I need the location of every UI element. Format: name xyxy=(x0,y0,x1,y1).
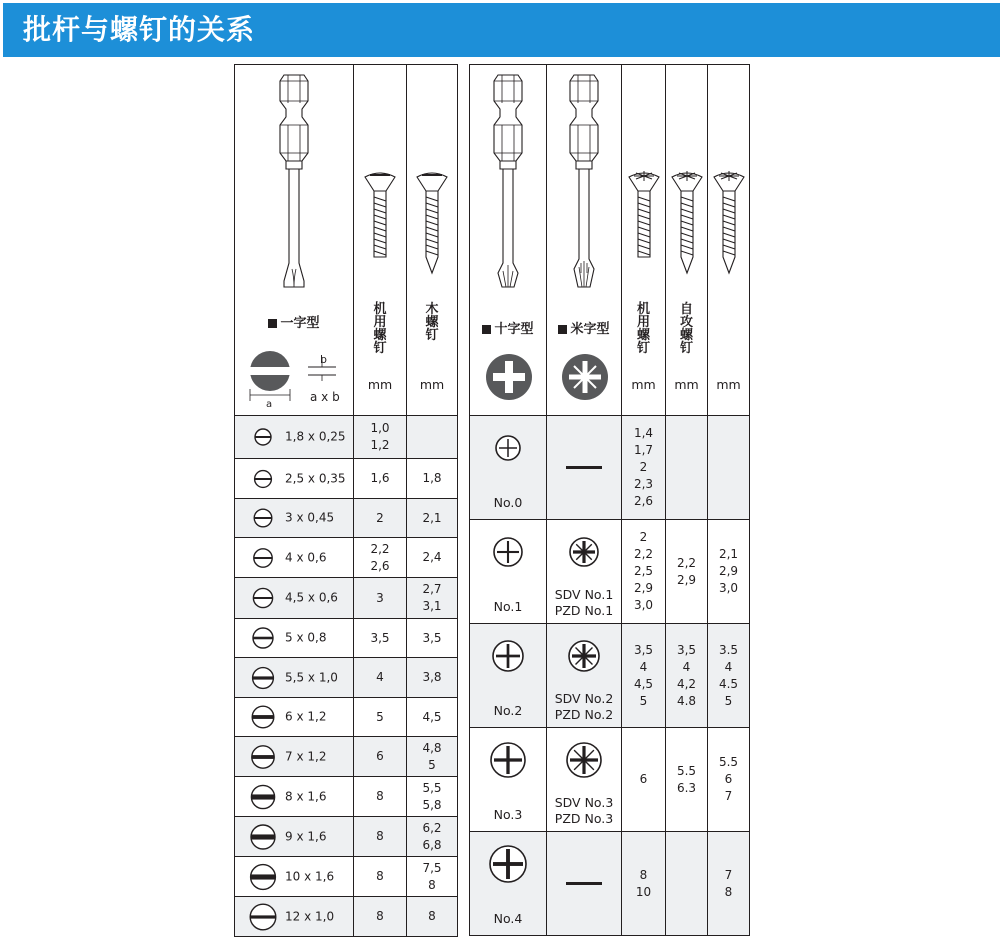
slot-profile-icon xyxy=(249,783,277,811)
machine-screw-size-cell: 8 xyxy=(354,857,407,897)
phillips-no-label: No.3 xyxy=(493,807,523,822)
machine-screw-size-cell: 3,5 4 4,5 5 xyxy=(622,624,666,728)
machine-screw-size-cell: 8 10 xyxy=(622,832,666,936)
phillips-cross-icon xyxy=(488,636,528,676)
pozidriv-screwdriver-bit-icon xyxy=(564,73,604,293)
self-tapping-screw-header-cell xyxy=(666,65,708,416)
machine-screw-header-cell xyxy=(354,65,407,416)
machine-screw-size-cell: 2 2,2 2,5 2,9 3,0 xyxy=(622,520,666,624)
machine-screw-size-cell: 3,5 xyxy=(354,619,407,658)
dim-a-text: a xyxy=(266,399,273,409)
page-title: 批杆与螺钉的关系 xyxy=(23,13,256,46)
slot-size-text: 6 x 1,2 xyxy=(285,709,327,724)
wood-screw-size-cell: 3,5 xyxy=(407,619,458,658)
type-marker-icon xyxy=(268,319,277,328)
wood-screw-icon xyxy=(414,169,450,279)
title-banner xyxy=(3,3,1000,57)
table-row xyxy=(235,538,458,578)
pozi-header-cell xyxy=(547,65,622,416)
phillips-size-cell xyxy=(470,624,547,728)
table-row xyxy=(470,832,750,936)
slot-profile-icon xyxy=(249,863,277,891)
pozi-disc-icon xyxy=(561,353,609,401)
slot-size-cell xyxy=(235,698,354,737)
machine-screw-size-cell: 8 xyxy=(354,897,407,937)
wood-screw-size-cell: 6,2 6,8 xyxy=(407,817,458,857)
pozi-star-icon xyxy=(564,532,604,572)
slot-size-cell xyxy=(235,737,354,777)
slot-dimension-diagram xyxy=(240,349,350,409)
table-row xyxy=(235,817,458,857)
wood-screw-header-cell xyxy=(407,65,458,416)
table-row xyxy=(235,658,458,698)
slot-profile-icon xyxy=(249,584,277,612)
wood-screw-size-cell: 3,8 xyxy=(407,658,458,698)
machine-screw-size-cell: 8 xyxy=(354,777,407,817)
slot-size-text: 1,8 x 0,25 xyxy=(285,429,346,444)
machine-screw-header: 机用螺钉 xyxy=(636,302,650,356)
slot-size-cell xyxy=(235,416,354,459)
wood-screw-header: 木螺钉 xyxy=(425,302,439,343)
slot-profile-icon xyxy=(249,823,277,851)
phillips-no-label: No.0 xyxy=(493,495,523,510)
table-row xyxy=(470,728,750,832)
wood-screw-size-cell: 1,8 xyxy=(407,459,458,499)
slot-size-cell xyxy=(235,459,354,499)
slot-profile-icon xyxy=(249,544,277,572)
table-row xyxy=(235,459,458,499)
wood-screw-size-cell xyxy=(708,416,750,520)
unit-label: mm xyxy=(419,377,445,392)
phillips-cross-icon xyxy=(488,532,528,572)
phillips-no-label: No.4 xyxy=(493,911,523,926)
slot-size-cell xyxy=(235,777,354,817)
slot-profile-icon xyxy=(249,664,277,692)
wood-screw-size-cell: 5,5 5,8 xyxy=(407,777,458,817)
pozi-star-icon xyxy=(564,636,604,676)
self-tapping-screw-size-cell xyxy=(666,832,708,936)
phillips-size-cell xyxy=(470,728,547,832)
slot-profile-icon xyxy=(249,465,277,493)
pozi-size-cell xyxy=(547,520,622,624)
phillips-cross-icon xyxy=(488,428,528,468)
slot-size-text: 3 x 0,45 xyxy=(285,510,335,525)
slot-profile-icon xyxy=(249,624,277,652)
wood-screw-header-cell xyxy=(708,65,750,416)
machine-screw-size-cell: 2 xyxy=(354,499,407,538)
wood-screw-size-cell: 2,1 xyxy=(407,499,458,538)
slot-profile-icon xyxy=(249,703,277,731)
self-tapping-screw-size-cell: 3,5 4 4,2 4.8 xyxy=(666,624,708,728)
phillips-screwdriver-bit-icon xyxy=(488,73,528,293)
phillips-disc-icon xyxy=(485,353,533,401)
table-row xyxy=(235,698,458,737)
table-row xyxy=(235,777,458,817)
dim-formula-text: a x b xyxy=(310,390,340,404)
phillips-no-label: No.1 xyxy=(493,599,523,614)
self-tapping-screw-size-cell: 2,2 2,9 xyxy=(666,520,708,624)
wood-screw-size-cell xyxy=(407,416,458,459)
phillips-type-label: 十字型 xyxy=(494,322,534,337)
slotted-countersunk-screw-icon xyxy=(362,169,398,269)
slot-size-text: 5,5 x 1,0 xyxy=(285,670,338,684)
pozi-size-label: SDV No.2 PZD No.2 xyxy=(554,691,614,722)
slot-size-cell xyxy=(235,658,354,698)
wood-screw-size-cell: 7 8 xyxy=(708,832,750,936)
table-row xyxy=(235,857,458,897)
slotted-bit-table xyxy=(234,64,458,937)
slot-size-text: 12 x 1,0 xyxy=(285,909,335,923)
phillips-header-cell xyxy=(470,65,547,416)
unit-label: mm xyxy=(716,377,741,392)
machine-screw-size-cell: 5 xyxy=(354,698,407,737)
slot-size-text: 9 x 1,6 xyxy=(285,829,327,843)
pozi-size-cell xyxy=(547,416,622,520)
pozi-type-label: 米字型 xyxy=(570,322,610,337)
table-row xyxy=(470,416,750,520)
dim-b-text: b xyxy=(320,353,327,366)
slot-size-cell xyxy=(235,817,354,857)
table-row xyxy=(470,520,750,624)
phillips-size-cell xyxy=(470,832,547,936)
table-row xyxy=(235,737,458,777)
machine-screw-size-cell: 3 xyxy=(354,578,407,619)
table-row xyxy=(235,619,458,658)
slot-size-text: 7 x 1,2 xyxy=(285,749,327,763)
cross-bit-table xyxy=(469,64,750,936)
flat-screwdriver-bit-icon xyxy=(274,73,314,293)
self-tapping-screw-size-cell xyxy=(666,416,708,520)
pozi-size-cell xyxy=(547,624,622,728)
slot-size-cell xyxy=(235,897,354,937)
slot-size-cell xyxy=(235,538,354,578)
not-applicable-dash xyxy=(566,466,602,469)
pozi-size-cell xyxy=(547,832,622,936)
machine-screw-size-cell: 1,0 1,2 xyxy=(354,416,407,459)
wood-screw-size-cell: 4,5 xyxy=(407,698,458,737)
unit-label: mm xyxy=(674,377,699,392)
self-tapping-screw-icon xyxy=(669,169,705,279)
type-marker-icon xyxy=(482,325,491,334)
not-applicable-dash xyxy=(566,882,602,885)
self-tapping-screw-header: 自攻螺钉 xyxy=(679,302,693,356)
slot-size-cell xyxy=(235,578,354,619)
machine-screw-size-cell: 2,2 2,6 xyxy=(354,538,407,578)
slot-profile-icon xyxy=(249,504,277,532)
slot-size-text: 4 x 0,6 xyxy=(285,550,327,564)
machine-screw-size-cell: 6 xyxy=(622,728,666,832)
table-row xyxy=(470,624,750,728)
slot-size-text: 8 x 1,6 xyxy=(285,789,327,803)
self-tapping-screw-size-cell: 5.5 6.3 xyxy=(666,728,708,832)
slot-profile-icon xyxy=(249,743,277,771)
slot-size-text: 4,5 x 0,6 xyxy=(285,590,338,605)
phillips-cross-icon xyxy=(488,844,528,884)
type-marker-icon xyxy=(558,325,567,334)
machine-screw-size-cell: 1,6 xyxy=(354,459,407,499)
slot-size-text: 2,5 x 0,35 xyxy=(285,471,346,485)
slot-profile-icon xyxy=(249,903,277,931)
machine-screw-header: 机用螺钉 xyxy=(373,302,387,356)
unit-label: mm xyxy=(367,377,393,392)
cross-wood-screw-icon xyxy=(711,169,747,279)
machine-screw-size-cell: 1,4 1,7 2 2,3 2,6 xyxy=(622,416,666,520)
slot-size-cell xyxy=(235,857,354,897)
wood-screw-size-cell: 5.5 6 7 xyxy=(708,728,750,832)
cross-countersunk-screw-icon xyxy=(626,169,662,269)
table-row xyxy=(235,897,458,937)
table-row xyxy=(235,499,458,538)
phillips-size-cell xyxy=(470,416,547,520)
slot-size-text: 5 x 0,8 xyxy=(285,630,327,645)
machine-screw-size-cell: 6 xyxy=(354,737,407,777)
slotted-type-label: 一字型 xyxy=(280,316,320,331)
pozi-size-label: SDV No.1 PZD No.1 xyxy=(554,587,614,618)
table-row xyxy=(235,416,458,459)
wood-screw-size-cell: 2,1 2,9 3,0 xyxy=(708,520,750,624)
table-row xyxy=(235,578,458,619)
machine-screw-header-cell xyxy=(622,65,666,416)
pozi-size-cell xyxy=(547,728,622,832)
slot-size-text: 10 x 1,6 xyxy=(285,869,335,883)
slot-size-cell xyxy=(235,499,354,538)
unit-label: mm xyxy=(631,377,656,392)
slotted-bit-header-cell xyxy=(235,65,354,416)
wood-screw-size-cell: 4,8 5 xyxy=(407,737,458,777)
pozi-size-label: SDV No.3 PZD No.3 xyxy=(554,795,614,826)
phillips-size-cell xyxy=(470,520,547,624)
machine-screw-size-cell: 8 xyxy=(354,817,407,857)
phillips-no-label: No.2 xyxy=(493,703,523,718)
wood-screw-size-cell: 3.5 4 4.5 5 xyxy=(708,624,750,728)
wood-screw-size-cell: 2,7 3,1 xyxy=(407,578,458,619)
slot-profile-icon xyxy=(249,423,277,451)
wood-screw-size-cell: 7,5 8 xyxy=(407,857,458,897)
machine-screw-size-cell: 4 xyxy=(354,658,407,698)
pozi-star-icon xyxy=(564,740,604,780)
slot-size-cell xyxy=(235,619,354,658)
phillips-cross-icon xyxy=(488,740,528,780)
wood-screw-size-cell: 8 xyxy=(407,897,458,937)
wood-screw-size-cell: 2,4 xyxy=(407,538,458,578)
